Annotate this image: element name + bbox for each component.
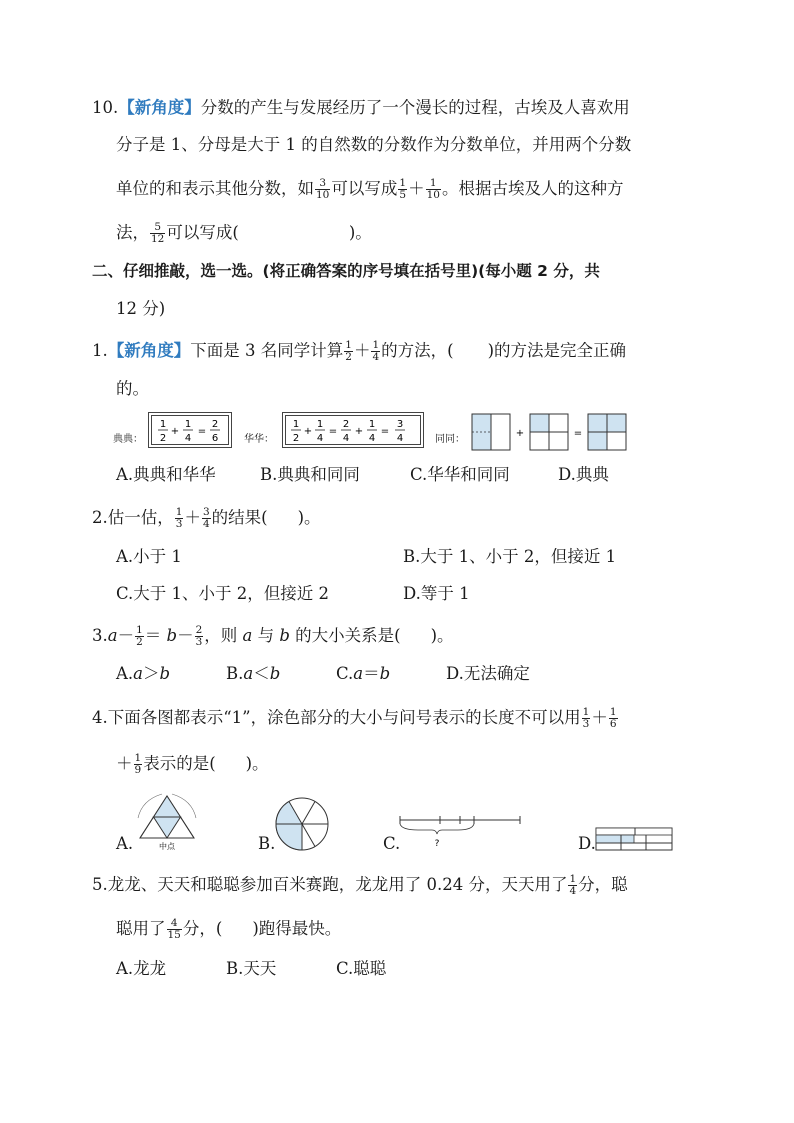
diandian-label: 典典： <box>113 434 143 445</box>
option-letter: B. <box>226 664 244 683</box>
variable-a: a <box>107 626 118 646</box>
q5-text: 分，( <box>182 919 223 939</box>
q10-text: 。根据古埃及人的这种方 <box>441 179 624 199</box>
q3-text: 与 <box>252 626 280 646</box>
comparison-sign: ＝ <box>363 664 380 683</box>
segment-figure <box>398 812 524 852</box>
q1-text: )的方法是完全正确 <box>487 341 626 361</box>
q2-option-b[interactable]: B.大于 1、小于 2，但接近 1 <box>403 547 617 566</box>
diandian-expression <box>149 413 231 447</box>
q2-option-a[interactable]: A.小于 1 <box>116 547 182 566</box>
q5-text: 5.龙龙、天天和聪聪参加百米赛跑，龙龙用了 0.24 分，天天用了 <box>92 875 568 895</box>
denominator: 4 <box>202 518 210 531</box>
q10-line2: 分子是 1、分母是大于 1 的自然数的分数作为分数单位，并用两个分数 <box>116 135 632 154</box>
minus-sign: － <box>117 626 135 646</box>
q2-text: )。 <box>297 508 321 528</box>
numerator: 1 <box>345 339 352 351</box>
denominator: 4 <box>368 433 376 444</box>
numerator: 3 <box>202 506 210 518</box>
q3-option-b[interactable] <box>226 666 280 683</box>
fraction <box>344 340 353 363</box>
q5-line1 <box>92 874 628 897</box>
q10-text: 法， <box>116 223 149 243</box>
plus-sign: + <box>170 426 180 437</box>
fraction <box>175 507 184 530</box>
denominator: 10 <box>426 189 440 202</box>
q10-line1 <box>92 100 630 117</box>
q1-option-b[interactable]: B.典典和同同 <box>260 465 360 484</box>
variable-a: a <box>133 664 144 683</box>
q3-line <box>92 625 454 648</box>
q2-text: 的结果( <box>211 508 268 528</box>
q5-line2 <box>116 918 341 941</box>
q4-option-c-label[interactable]: C. <box>383 834 401 853</box>
plus-sign: + <box>303 426 313 437</box>
fraction <box>195 625 204 648</box>
fraction <box>371 340 380 363</box>
section-title: 二、仔细推敲，选一选。(将正确答案的序号填在括号里)(每小题 2 分，共 <box>92 262 600 280</box>
numerator: 1 <box>399 177 407 189</box>
q5-option-b[interactable]: B.天天 <box>226 959 277 978</box>
numerator: 1 <box>134 752 142 764</box>
numerator: 1 <box>609 706 617 718</box>
denominator: 3 <box>175 518 183 531</box>
plus-sign: ＋ <box>116 754 133 774</box>
new-angle-tag: 【新角度】 <box>107 341 191 361</box>
q1-option-c[interactable]: C.华华和同同 <box>410 465 510 484</box>
equals-sign: ＝ <box>144 626 162 646</box>
equals-sign: = <box>380 426 390 437</box>
numerator: 1 <box>582 706 590 718</box>
numerator: 1 <box>372 339 380 351</box>
equals-sign: = <box>573 428 583 439</box>
denominator: 5 <box>399 189 407 202</box>
q5-option-c[interactable]: C.聪聪 <box>336 959 387 978</box>
numerator: 2 <box>195 624 203 636</box>
denominator: 4 <box>569 885 577 898</box>
denominator: 6 <box>211 433 219 444</box>
fraction <box>134 753 143 776</box>
q3-text: )。 <box>430 626 454 646</box>
denominator: 9 <box>134 764 142 777</box>
q2-option-d[interactable]: D.等于 1 <box>403 584 470 603</box>
q3-number: 3. <box>92 626 108 646</box>
equals-sign: = <box>328 426 338 437</box>
q1-text: 下面是 3 名同学计算 <box>190 341 344 361</box>
variable-a: a <box>353 664 364 683</box>
numerator: 2 <box>211 419 219 430</box>
denominator: 15 <box>167 929 181 942</box>
numerator: 1 <box>175 506 183 518</box>
numerator: 3 <box>315 178 330 190</box>
numerator: 1 <box>292 419 300 430</box>
q3-option-a[interactable] <box>116 666 170 683</box>
q10-number: 10. <box>92 98 119 117</box>
q2-line <box>92 507 321 530</box>
q1-option-a[interactable]: A.典典和华华 <box>116 465 216 484</box>
new-angle-tag: 【新角度】 <box>118 98 201 117</box>
plus-sign: ＋ <box>408 179 425 199</box>
triangle-figure <box>132 790 202 852</box>
numerator: 1 <box>316 419 324 430</box>
numerator: 5 <box>150 222 165 234</box>
q4-line2 <box>116 753 269 776</box>
fraction <box>582 707 591 730</box>
numerator: 1 <box>426 178 441 190</box>
fraction <box>150 222 165 245</box>
fraction <box>426 178 441 201</box>
plus-sign: ＋ <box>353 341 371 361</box>
q2-text: 2.估一估， <box>92 508 174 528</box>
diandian-method-box <box>148 412 232 448</box>
q3-text: ，则 <box>204 626 243 646</box>
q5-text: 分，聪 <box>578 875 628 895</box>
question-mark-label: ? <box>434 839 440 849</box>
numerator: 4 <box>167 918 182 930</box>
q3-option-c[interactable] <box>336 666 390 683</box>
denominator: 4 <box>316 433 324 444</box>
tongtong-label: 同同： <box>435 434 465 445</box>
denominator: 10 <box>316 189 330 202</box>
variable-b: b <box>279 626 290 646</box>
fraction <box>568 874 577 897</box>
fraction <box>398 178 407 201</box>
fraction <box>135 625 144 648</box>
plus-sign: ＋ <box>591 708 608 728</box>
denominator: 6 <box>609 718 617 731</box>
q1-number: 1. <box>92 341 108 361</box>
comparison-sign: ＜ <box>253 664 270 683</box>
option-text: 无法确定 <box>463 664 530 683</box>
midpoint-label: 中点 <box>159 842 175 851</box>
q4-text: 表示的是( <box>143 754 216 774</box>
circle-figure <box>274 796 330 852</box>
q1-line1 <box>92 340 626 363</box>
q3-text: 的大小关系是( <box>289 626 401 646</box>
numerator: 1 <box>368 419 376 430</box>
variable-b: b <box>269 664 281 683</box>
denominator: 4 <box>342 433 350 444</box>
tongtong-grid-figure <box>470 412 630 452</box>
variable-a: a <box>242 626 253 646</box>
denominator: 4 <box>396 433 404 444</box>
denominator: 3 <box>195 636 203 649</box>
denominator: 4 <box>184 433 192 444</box>
comparison-sign: ＞ <box>143 664 160 683</box>
option-letter: D. <box>446 664 464 683</box>
denominator: 2 <box>345 351 352 364</box>
fraction <box>315 178 330 201</box>
numerator: 2 <box>342 419 350 430</box>
variable-b: b <box>379 664 391 683</box>
huahua-method-box <box>282 412 424 448</box>
q2-option-c[interactable]: C.大于 1、小于 2，但接近 2 <box>116 584 330 603</box>
huahua-expression <box>283 413 423 447</box>
q5-text: 聪用了 <box>116 919 166 939</box>
q10-text: 单位的和表示其他分数，如 <box>116 179 314 199</box>
fraction <box>167 918 182 941</box>
q10-line3 <box>116 178 623 201</box>
q10-text: )。 <box>348 223 372 243</box>
denominator: 4 <box>372 351 380 364</box>
q1-text: 的方法，( <box>381 341 454 361</box>
q4-text: 4.下面各图都表示“1”，涂色部分的大小与问号表示的长度不可以用 <box>92 708 581 728</box>
q4-text: )。 <box>245 754 269 774</box>
denominator: 12 <box>151 233 165 246</box>
numerator: 1 <box>159 419 167 430</box>
plus-sign: + <box>515 428 525 439</box>
q10-text: 可以写成( <box>166 223 239 243</box>
q10-text: 分数的产生与发展经历了一个漫长的过程，古埃及人喜欢用 <box>200 98 630 117</box>
option-letter: A. <box>116 664 134 683</box>
q4-option-a-label[interactable]: A. <box>116 834 134 853</box>
numerator: 3 <box>396 419 404 430</box>
numerator: 1 <box>569 873 577 885</box>
q5-option-a[interactable]: A.龙龙 <box>116 959 167 978</box>
numerator: 1 <box>184 419 192 430</box>
q4-option-d-label[interactable]: D. <box>578 834 596 853</box>
denominator: 3 <box>582 718 590 731</box>
denominator: 2 <box>292 433 300 444</box>
q10-line4 <box>116 222 372 245</box>
numerator: 1 <box>136 624 143 636</box>
fraction <box>609 707 618 730</box>
q4-option-b-label[interactable]: B. <box>258 834 276 853</box>
q1-option-d[interactable]: D.典典 <box>558 465 609 484</box>
option-letter: C. <box>336 664 354 683</box>
fraction <box>202 507 211 530</box>
denominator: 2 <box>136 636 143 649</box>
q4-line1 <box>92 707 619 730</box>
minus-sign: － <box>177 626 194 646</box>
variable-b: b <box>159 664 171 683</box>
section-title-cont: 12 分) <box>116 299 166 318</box>
huahua-label: 华华： <box>244 434 274 445</box>
strip-figure <box>594 826 674 852</box>
q1-line2: 的。 <box>116 379 149 398</box>
equals-sign: = <box>197 426 207 437</box>
denominator: 2 <box>159 433 167 444</box>
q5-text: )跑得最快。 <box>252 919 342 939</box>
plus-sign: ＋ <box>184 508 201 528</box>
plus-sign: + <box>354 426 364 437</box>
q10-text: 可以写成 <box>331 179 398 199</box>
variable-b: b <box>166 626 178 646</box>
q3-option-d[interactable] <box>446 666 530 683</box>
variable-a: a <box>243 664 254 683</box>
